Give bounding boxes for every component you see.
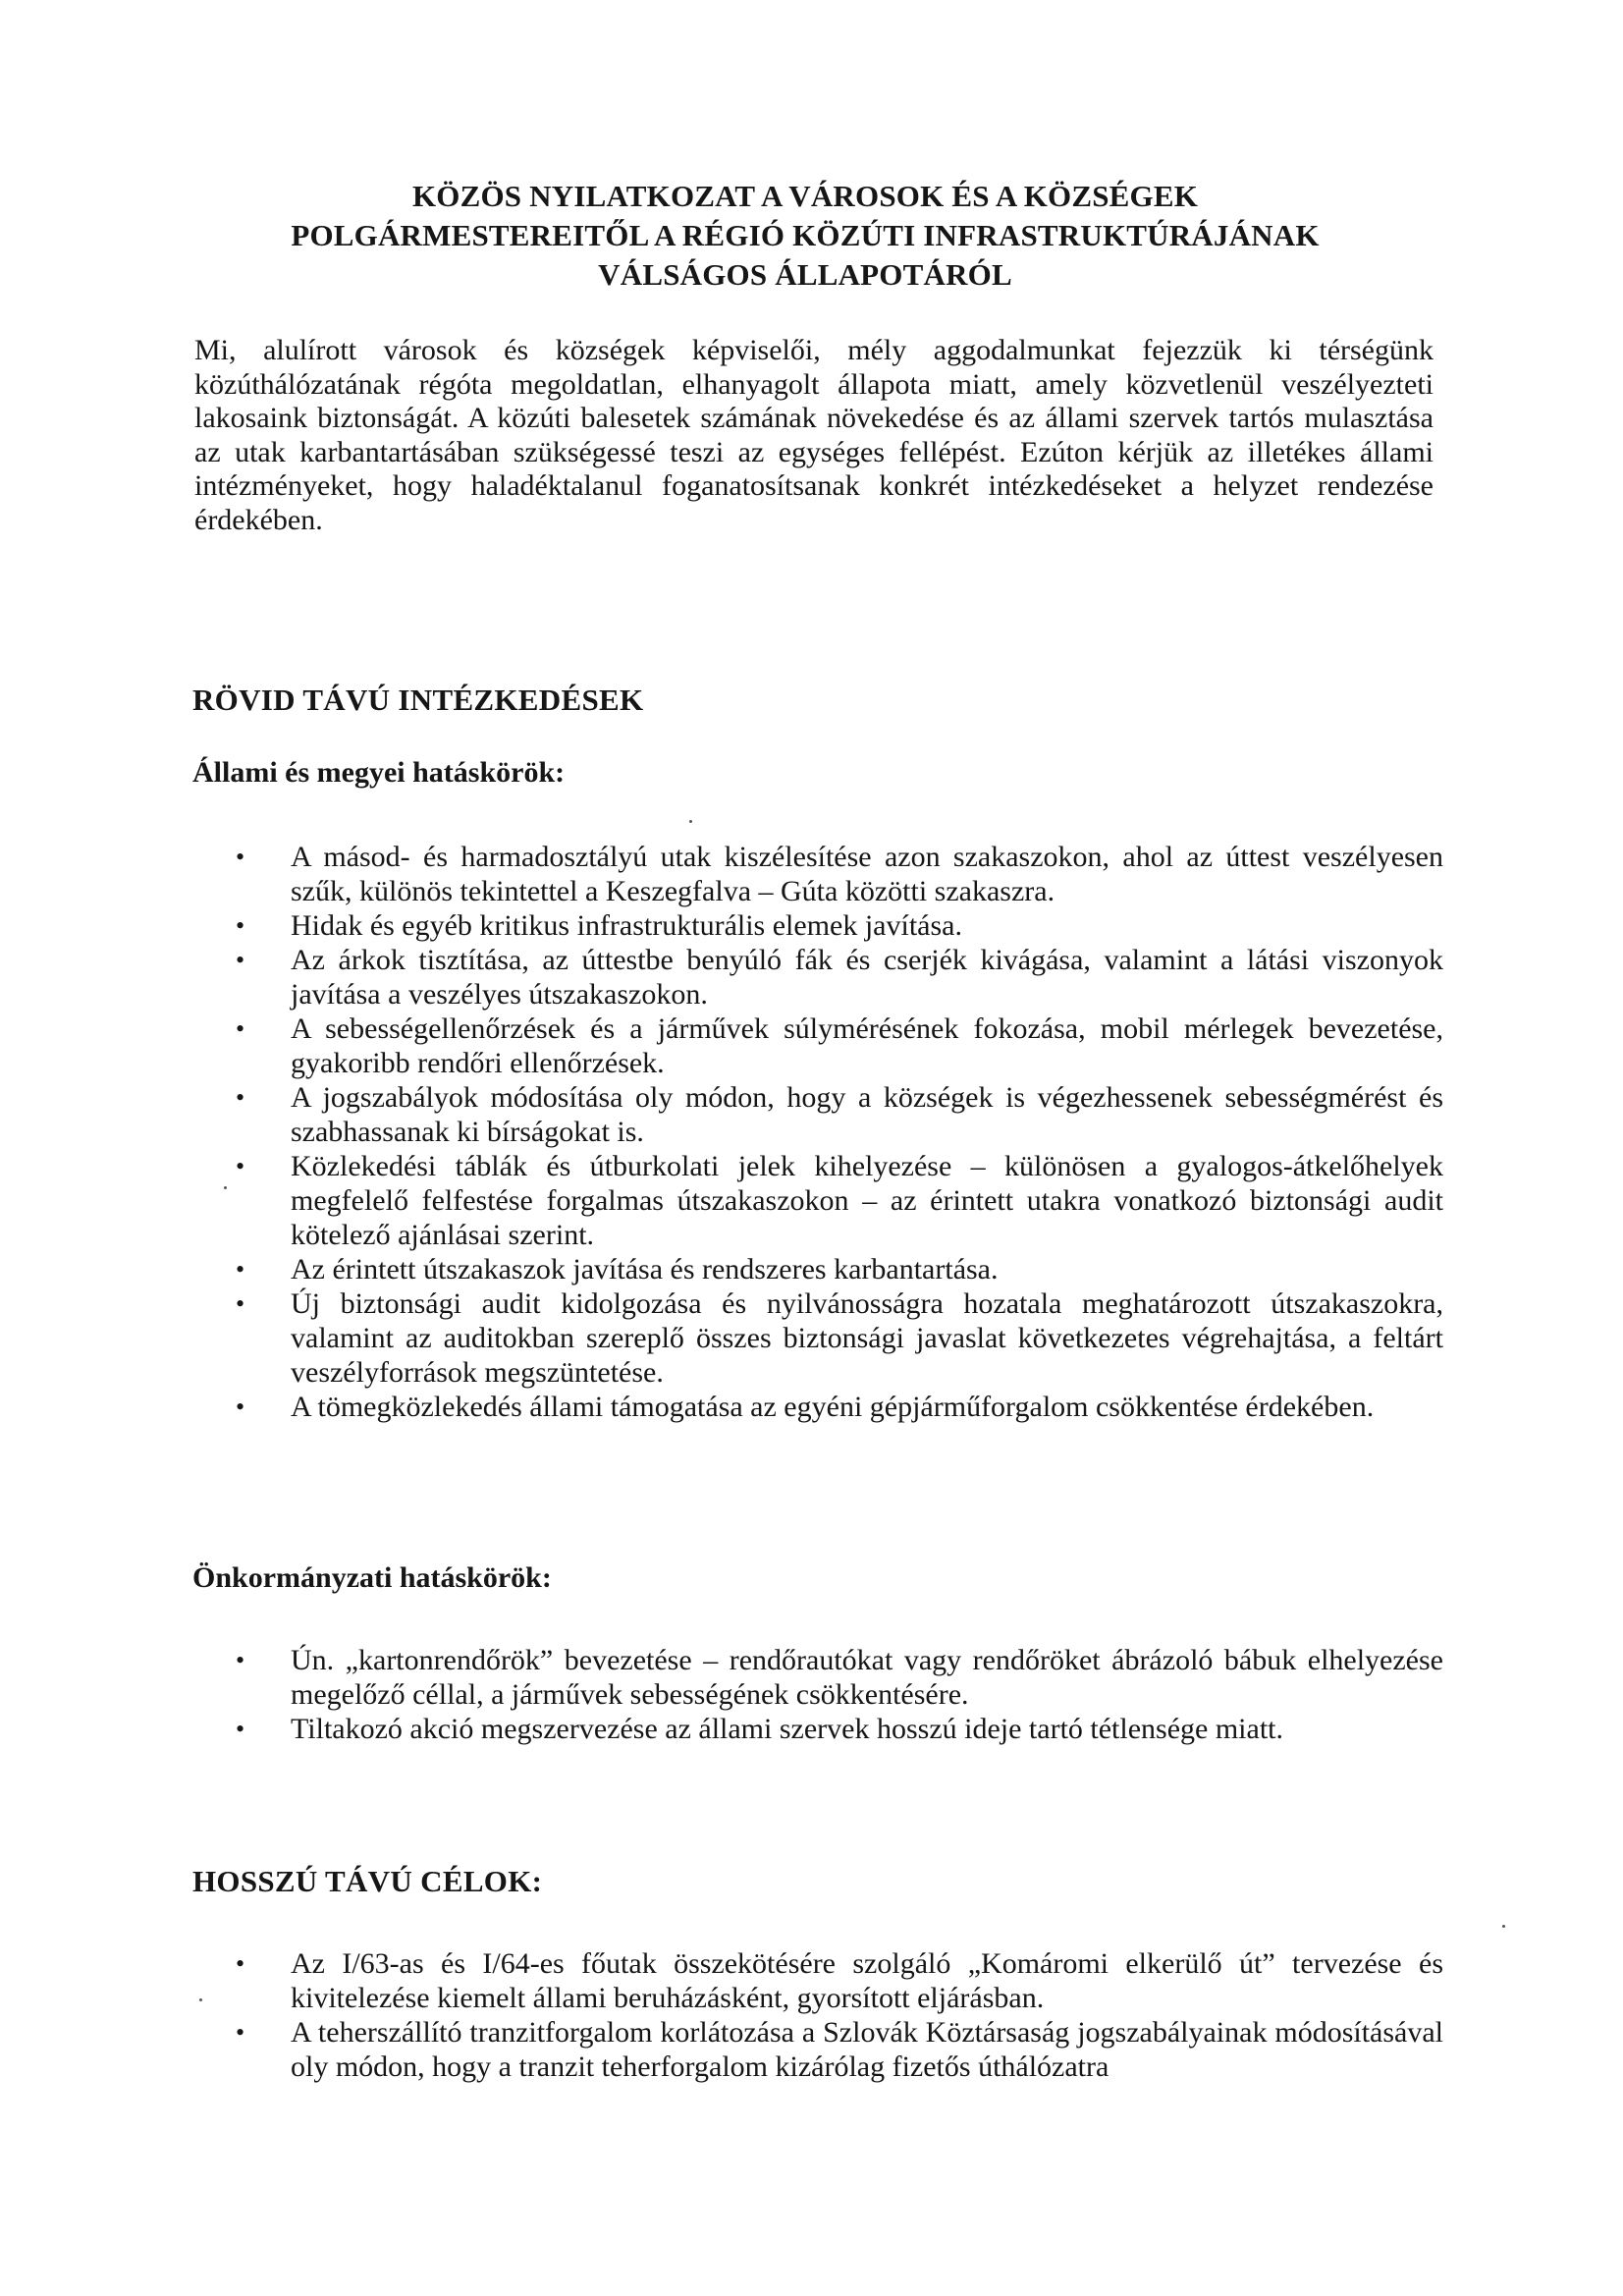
bullet-icon: •	[236, 1949, 245, 1978]
list-item-text: A tömegközlekedés állami támogatása az egyéni gépjárműforgalom csökkentése érdekében.	[291, 1391, 1375, 1423]
list-item-text: Új biztonsági audit kidolgozása és nyilvánosságra hozatala meghatározott útszakaszokra, valamint az auditokban szereplő összes biztonsági javaslat következetes végrehajtása, a feltárt veszélyforrások megszüntetése.	[291, 1287, 1443, 1389]
list-item-text: A másod- és harmadosztályú utak kiszélesítése azon szakaszokon, ahol az úttest veszélyesen szűk, különös tekintettel a Keszegfalva – Gúta közötti szakaszra.	[291, 841, 1443, 907]
municipal-measures-list	[236, 1643, 1443, 1746]
scan-speck	[1502, 1925, 1505, 1928]
list-item	[236, 943, 1443, 1011]
title-line: VÁLSÁGOS ÁLLAPOTÁRÓL	[598, 257, 1012, 292]
title-line: KÖZÖS NYILATKOZAT A VÁROSOK ÉS A KÖZSÉGEK	[411, 179, 1199, 213]
bullet-icon: •	[236, 1014, 245, 1043]
scan-speck	[199, 1998, 202, 2001]
title-line: POLGÁRMESTEREITŐL A RÉGIÓ KÖZÚTI INFRASTRUKTÚRÁJÁNAK	[291, 218, 1320, 252]
list-item-text: Közlekedési táblák és útburkolati jelek kihelyezése – különösen a gyalogos-átkelőhelyek megfelelő felfestése forgalmas útszakaszokon – az érintett utakra vonatkozó biztonsági audit kötelező ajánlásai szerint.	[291, 1150, 1443, 1251]
municipal-competences-heading: Önkormányzati hatáskörök:	[192, 1561, 552, 1594]
state-competences-heading: Állami és megyei hatáskörök:	[192, 756, 566, 789]
list-item	[236, 1080, 1443, 1149]
scan-speck	[689, 820, 692, 823]
bullet-icon: •	[236, 1152, 245, 1180]
list-item	[236, 2015, 1443, 2084]
bullet-icon: •	[236, 946, 245, 974]
list-item	[236, 1712, 1443, 1746]
scan-speck	[224, 1186, 227, 1189]
state-measures-list	[236, 840, 1443, 1424]
list-item	[236, 1011, 1443, 1080]
long-term-goals-list	[236, 1946, 1443, 2084]
list-item	[236, 1252, 1443, 1286]
list-item	[236, 1286, 1443, 1390]
list-item	[236, 908, 1443, 943]
bullet-icon: •	[236, 1646, 245, 1674]
list-item-text: Tiltakozó akció megszervezése az állami szervek hosszú ideje tartó tétlensége miatt.	[291, 1713, 1284, 1745]
list-item-text: A sebességellenőrzések és a járművek súlymérésének fokozása, mobil mérlegek bevezetése, gyakoribb rendőri ellenőrzések.	[291, 1012, 1443, 1079]
short-term-heading: RÖVID TÁVÚ INTÉZKEDÉSEK	[192, 683, 644, 717]
bullet-icon: •	[236, 1255, 245, 1284]
bullet-icon: •	[236, 2018, 245, 2047]
list-item	[236, 1643, 1443, 1712]
list-item-text: Az árkok tisztítása, az úttestbe benyúló fák és cserjék kivágása, valamint a látási viszonyok javítása a veszélyes útszakaszokon.	[291, 944, 1443, 1011]
list-item-text: Ún. „kartonrendőrök” bevezetése – rendőrautókat vagy rendőröket ábrázoló bábuk elhelyezése megelőző céllal, a járművek sebességének csökkentésére.	[291, 1644, 1443, 1711]
intro-paragraph: Mi, alulírott városok és községek képviselői, mély aggodalmunkat fejezzük ki térségünk közúthálózatának régóta megoldatlan, elhanyagolt állapota miatt, amely közvetlenül veszélyezteti lakosaink biztonságát. A közúti balesetek számának növekedése és az állami szervek tartós mulasztása az utak karbantartásában szükségessé teszi az egységes fellépést. Ezúton kérjük az illetékes állami intézményeket, hogy haladéktalanul foganatosítsanak konkrét intézkedéseket a helyzet rendezése érdekében.	[194, 334, 1434, 536]
bullet-icon: •	[236, 1289, 245, 1318]
bullet-icon: •	[236, 843, 245, 871]
bullet-icon: •	[236, 911, 245, 940]
list-item	[236, 1390, 1443, 1424]
list-item-text: Az I/63-as és I/64-es főutak összekötésére szolgáló „Komáromi elkerülő út” tervezése és kivitelezése kiemelt állami beruházásként, gyorsított eljárásban.	[291, 1947, 1443, 2014]
list-item-text: A teherszállító tranzitforgalom korlátozása a Szlovák Köztársaság jogszabályainak módosításával oly módon, hogy a tranzit teherforgalom kizárólag fizetős úthálózatra	[291, 2016, 1443, 2083]
list-item-text: Az érintett útszakaszok javítása és rendszeres karbantartása.	[291, 1253, 999, 1285]
long-term-heading: HOSSZÚ TÁVÚ CÉLOK:	[192, 1864, 543, 1898]
bullet-icon: •	[236, 1715, 245, 1743]
bullet-icon: •	[236, 1393, 245, 1421]
list-item-text: A jogszabályok módosítása oly módon, hogy a községek is végezhessenek sebességmérést és szabhassanak ki bírságokat is.	[291, 1081, 1443, 1148]
document-title	[167, 177, 1443, 295]
bullet-icon: •	[236, 1083, 245, 1112]
list-item	[236, 1149, 1443, 1252]
list-item	[236, 1946, 1443, 2015]
list-item-text: Hidak és egyéb kritikus infrastrukturális elemek javítása.	[291, 909, 962, 942]
list-item	[236, 840, 1443, 908]
